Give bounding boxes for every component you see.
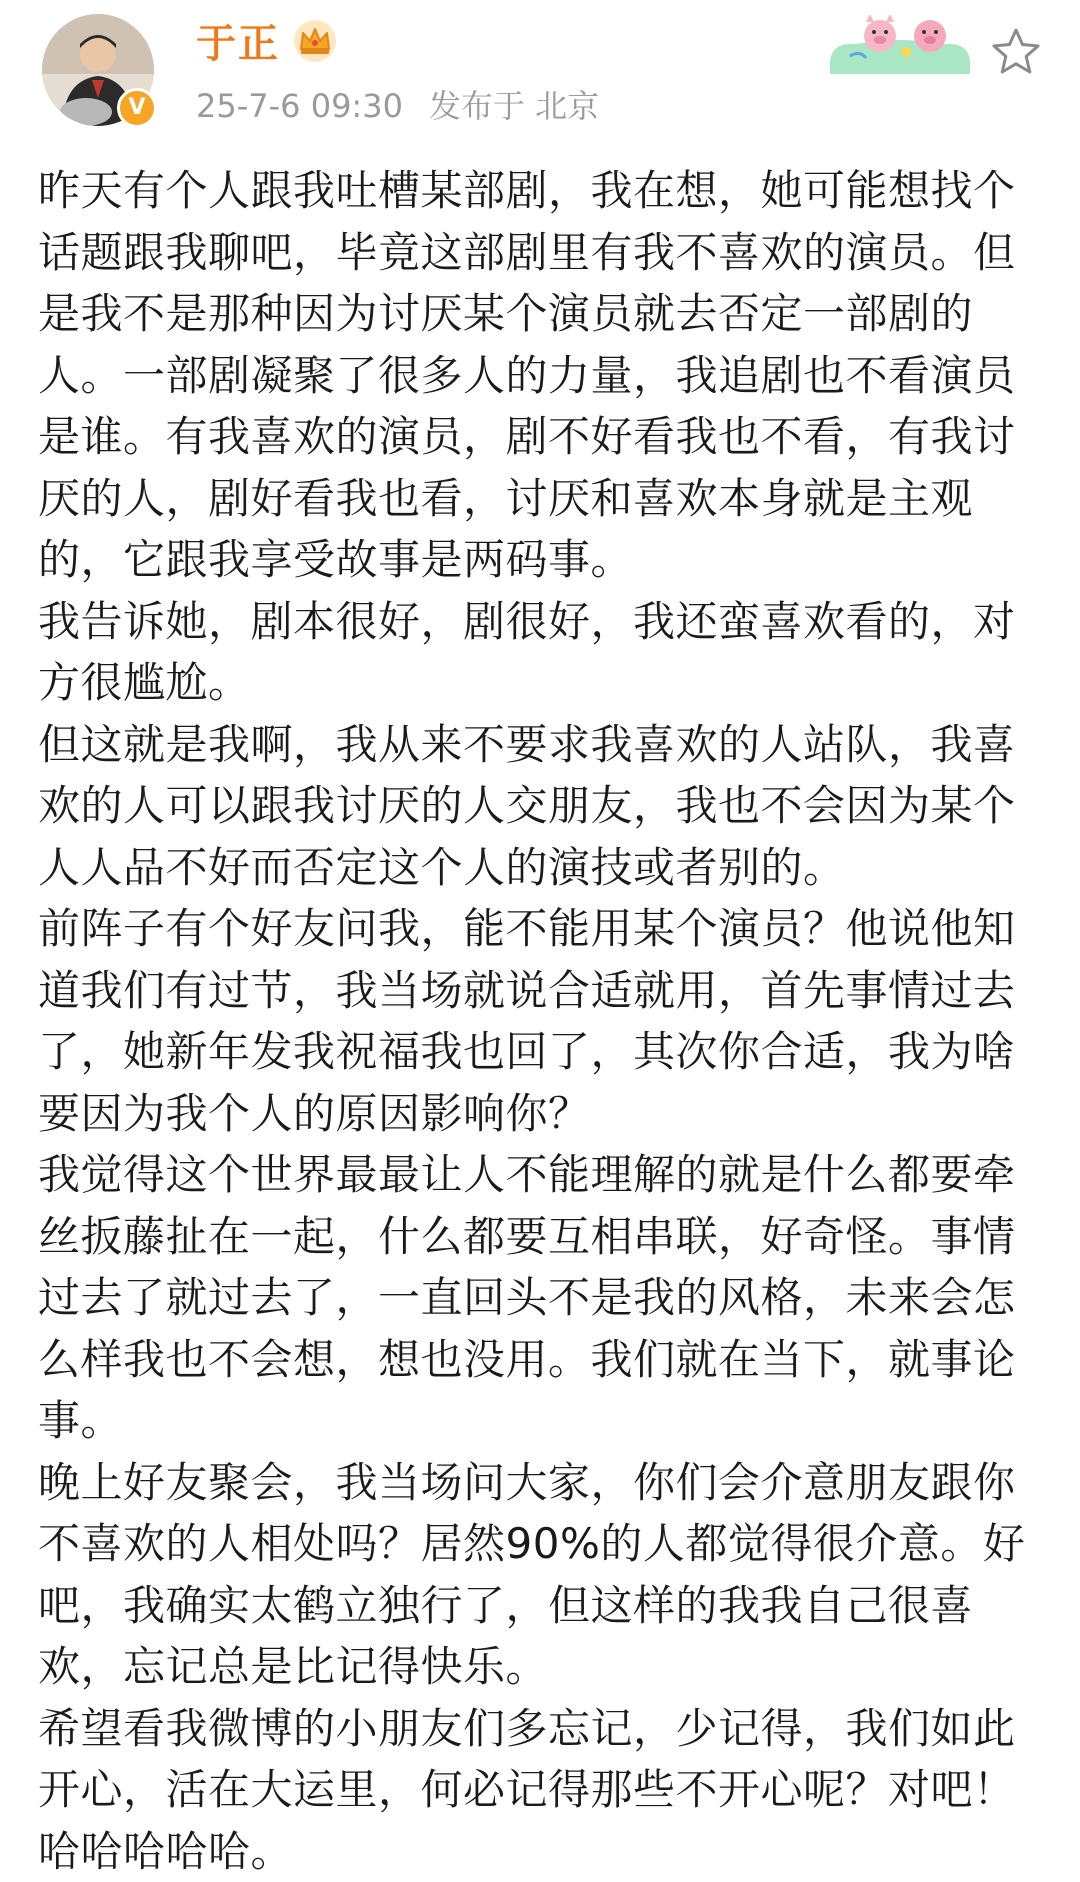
post-meta: [196, 84, 599, 128]
star-outline-icon[interactable]: [988, 24, 1044, 80]
post-content: [38, 160, 1050, 1882]
post-paragraph: 前阵子有个好友问我，能不能用某个演员？他说他知道我们有过节，我当场就说合适就用，首先事情过去了，她新年发我祝福我也回了，其次你合适，我为啥要因为我个人的原因影响你？: [38, 898, 1050, 1144]
post-time: 25-7-6 09:30: [196, 87, 403, 125]
crown-icon: [292, 18, 338, 64]
post-paragraph: 晚上好友聚会，我当场问大家，你们会介意朋友跟你不喜欢的人相处吗？居然90%的人都觉得很介意。好吧，我确实太鹤立独行了，但这样的我我自己很喜欢，忘记总是比记得快乐。: [38, 1452, 1050, 1698]
post-header: [0, 0, 1080, 150]
username[interactable]: 于正: [196, 18, 280, 70]
post-paragraph: 我告诉她，剧本很好，剧很好，我还蛮喜欢看的，对方很尴尬。: [38, 591, 1050, 714]
post-location: 发布于 北京: [429, 87, 599, 125]
post-paragraph: 昨天有个人跟我吐槽某部剧，我在想，她可能想找个话题跟我聊吧，毕竟这部剧里有我不喜欢的演员。但是我不是那种因为讨厌某个演员就去否定一部剧的人。一部剧凝聚了很多人的力量，我追剧也不看演员是谁。有我喜欢的演员，剧不好看我也不看，有我讨厌的人，剧好看我也看，讨厌和喜欢本身就是主观的，它跟我享受故事是两码事。: [38, 160, 1050, 591]
verified-v-icon: V: [120, 91, 154, 125]
post-paragraph: 但这就是我啊，我从来不要求我喜欢的人站队，我喜欢的人可以跟我讨厌的人交朋友，我也不会因为某个人人品不好而否定这个人的演技或者别的。: [38, 714, 1050, 899]
cartoon-pig-sticker-icon: [826, 12, 974, 74]
verified-badge: [117, 88, 157, 128]
post-paragraph: 我觉得这个世界最最让人不能理解的就是什么都要牵丝扳藤扯在一起，什么都要互相串联，好奇怪。事情过去了就过去了，一直回头不是我的风格，未来会怎么样我也不会想，想也没用。我们就在当下，就事论事。: [38, 1144, 1050, 1452]
post-paragraph: 希望看我微博的小朋友们多忘记，少记得，我们如此开心，活在大运里，何必记得那些不开心呢？对吧！哈哈哈哈哈。: [38, 1698, 1050, 1882]
